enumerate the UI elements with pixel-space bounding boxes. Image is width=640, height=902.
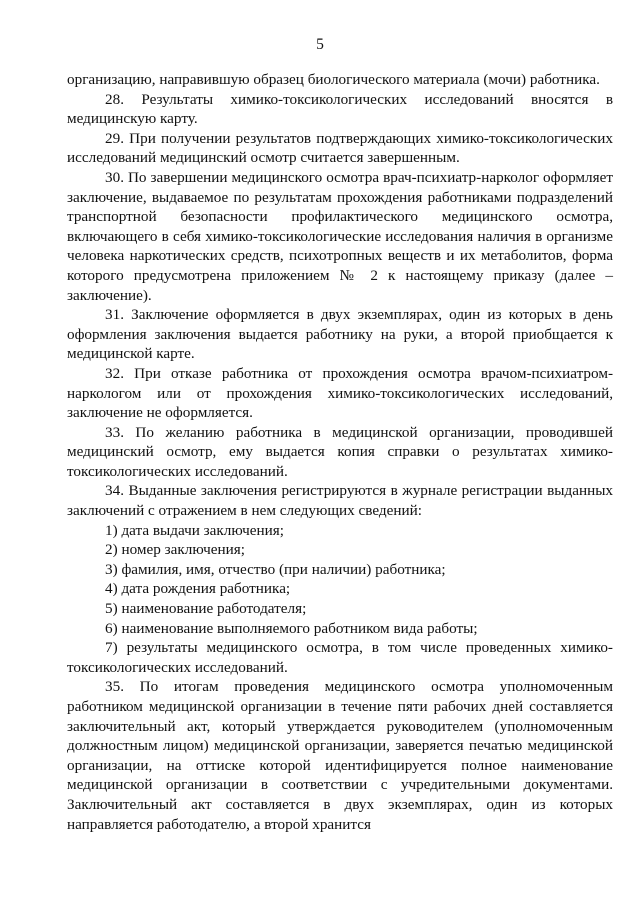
paragraph-34: 34. Выданные заключения регистрируются в журнале регистрации выданных заключений с отражением в нем следующих сведений: [67,482,613,520]
paragraph-33: 33. По желанию работника в медицинской организации, проводившей медицинский осмотр, ему выдается копия справки о результатах химико-токсикологических исследований. [67,423,613,480]
list-item: 2) номер заключения; [105,541,245,559]
paragraph-35: 35. По итогам проведения медицинского осмотра уполномоченным работником медицинской организации в течение пяти рабочих дней составляется заключительный акт, который утверждается руководителем (уполномоченным должностным лицом) медицинской организации, заверяется печатью медицинской организации, на оттиске которой идентифицируется полное наименование медицинской организации в соответствии с учредительными документами. Заключительный акт составляется в двух экземплярах, один из которых направляется работодателю, а второй хранится [67,678,613,833]
page-number: 5 [316,36,324,53]
paragraph-continuation: организацию, направившую образец биологического материала (мочи) работника. [67,71,600,88]
paragraph-28: 28. Результаты химико-токсикологических исследований вносятся в медицинскую карту. [67,90,613,128]
paragraph-31: 31. Заключение оформляется в двух экземплярах, один из которых в день оформления заключения выдается работнику на руки, а второй приобщается к медицинской карте. [67,306,613,363]
list-item: 5) наименование работодателя; [105,600,307,618]
paragraph-30: 30. По завершении медицинского осмотра врач-психиатр-нарколог оформляет заключение, выдаваемое по результатам прохождения работниками подразделений транспортной безопасности профилактического медицинского осмотра, включающего в себя химико-токсикологические исследования наличия в организме человека наркотических средств, психотропных веществ и их метаболитов, форма которого предусмотрена приложением № 2 к настоящему приказу (далее – заключение). [67,168,613,304]
paragraph-29: 29. При получении результатов подтверждающих химико-токсикологических исследований медицинский осмотр считается завершенным. [67,129,613,167]
list-item: 3) фамилия, имя, отчество (при наличии) работника; [105,560,446,578]
list-item: 1) дата выдачи заключения; [105,521,284,539]
list-item: 6) наименование выполняемого работником вида работы; [105,619,478,637]
list-item: 4) дата рождения работника; [105,580,291,598]
paragraph-32: 32. При отказе работника от прохождения осмотра врачом-психиатром-наркологом или от прохождения химико-токсикологических исследований, заключение не оформляется. [67,364,613,422]
document-body [67,70,613,834]
list-item: 7) результаты медицинского осмотра, в том числе проведенных химико-токсикологических исследований. [67,639,613,676]
